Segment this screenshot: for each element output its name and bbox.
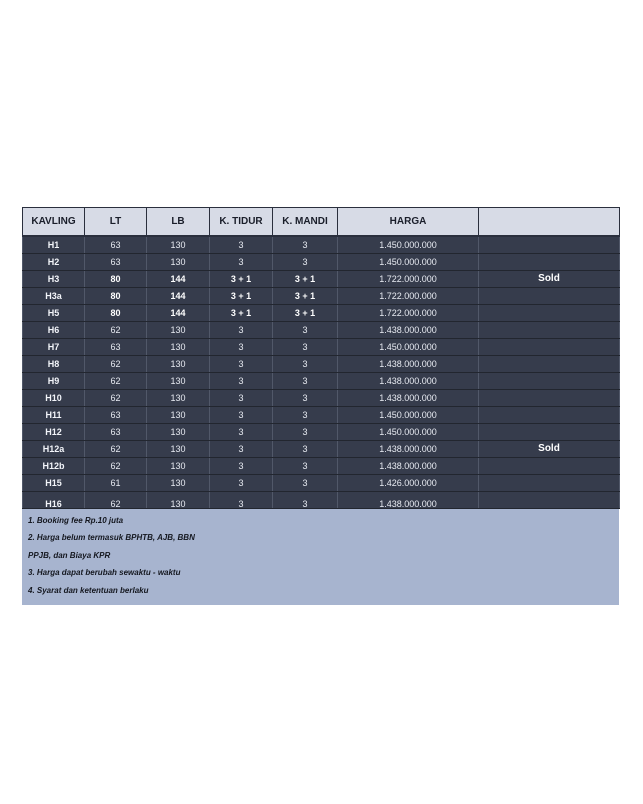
cell-kavling: H10: [23, 390, 85, 407]
table-row: [23, 441, 620, 458]
cell-kavling: H12b: [23, 458, 85, 475]
table-row: [23, 475, 620, 492]
cell-lt: 63: [85, 254, 147, 271]
table-row: [23, 339, 620, 356]
cell-kavling: H3a: [23, 288, 85, 305]
cell-lt: 62: [85, 322, 147, 339]
table-row: [23, 407, 620, 424]
table-body: [23, 236, 620, 508]
cell-kavling: H9: [23, 373, 85, 390]
cell-harga: 1.450.000.000: [338, 424, 479, 441]
cell-lt: 62: [85, 356, 147, 373]
cell-k-tidur: 3: [210, 322, 273, 339]
table-row: [23, 322, 620, 339]
header-lt: LT: [85, 208, 147, 237]
cell-lb: 130: [147, 424, 210, 441]
cell-kavling: H1: [23, 236, 85, 254]
cell-kavling: H2: [23, 254, 85, 271]
cell-k-tidur: 3: [210, 407, 273, 424]
cell-lt: 63: [85, 407, 147, 424]
cell-k-tidur: 3: [210, 458, 273, 475]
cell-k-mandi: 3: [273, 373, 338, 390]
cell-k-mandi: 3: [273, 475, 338, 492]
table-row: [23, 424, 620, 441]
cell-harga: 1.438.000.000: [338, 492, 479, 509]
cell-lb: 130: [147, 236, 210, 254]
note-booking-fee: 1. Booking fee Rp.10 juta: [28, 515, 124, 525]
cell-status: [479, 288, 620, 305]
cell-lb: 130: [147, 458, 210, 475]
cell-status: Sold: [479, 271, 620, 288]
cell-k-mandi: 3: [273, 458, 338, 475]
note-price-exclusions-cont: PPJB, dan Biaya KPR: [28, 550, 111, 560]
cell-status: [479, 339, 620, 356]
cell-lb: 130: [147, 373, 210, 390]
cell-k-tidur: 3 + 1: [210, 288, 273, 305]
cell-lt: 63: [85, 424, 147, 441]
cell-status: [479, 407, 620, 424]
cell-status: [479, 373, 620, 390]
cell-harga: 1.438.000.000: [338, 322, 479, 339]
cell-lt: 62: [85, 441, 147, 458]
cell-lb: 144: [147, 288, 210, 305]
cell-harga: 1.450.000.000: [338, 236, 479, 254]
cell-lb: 130: [147, 475, 210, 492]
cell-status: [479, 424, 620, 441]
cell-harga: 1.722.000.000: [338, 271, 479, 288]
header-k-tidur: K. TIDUR: [210, 208, 273, 237]
table-row: [23, 254, 620, 271]
cell-status: Sold: [479, 441, 620, 458]
cell-harga: 1.438.000.000: [338, 356, 479, 373]
table-row: [23, 390, 620, 407]
cell-harga: 1.426.000.000: [338, 475, 479, 492]
table-row: [23, 356, 620, 373]
table-row: [23, 288, 620, 305]
header-lb: LB: [147, 208, 210, 237]
cell-lb: 130: [147, 339, 210, 356]
cell-k-mandi: 3: [273, 339, 338, 356]
cell-status: [479, 322, 620, 339]
cell-harga: 1.450.000.000: [338, 339, 479, 356]
cell-status: [479, 305, 620, 322]
cell-status: [479, 458, 620, 475]
cell-k-mandi: 3: [273, 254, 338, 271]
cell-lb: 144: [147, 305, 210, 322]
cell-k-tidur: 3: [210, 475, 273, 492]
cell-lt: 80: [85, 305, 147, 322]
cell-kavling: H11: [23, 407, 85, 424]
cell-k-tidur: 3: [210, 339, 273, 356]
price-table: [22, 207, 620, 509]
cell-lt: 63: [85, 236, 147, 254]
header-status: [479, 208, 620, 237]
cell-harga: 1.438.000.000: [338, 373, 479, 390]
table-row: [23, 492, 620, 509]
cell-k-tidur: 3: [210, 492, 273, 509]
cell-k-tidur: 3: [210, 441, 273, 458]
cell-lb: 130: [147, 322, 210, 339]
cell-lt: 62: [85, 390, 147, 407]
cell-lb: 130: [147, 254, 210, 271]
cell-harga: 1.438.000.000: [338, 458, 479, 475]
cell-k-tidur: 3: [210, 236, 273, 254]
notes-box: [22, 509, 619, 605]
cell-kavling: H15: [23, 475, 85, 492]
cell-k-tidur: 3 + 1: [210, 271, 273, 288]
cell-kavling: H16: [23, 492, 85, 509]
cell-k-mandi: 3: [273, 407, 338, 424]
cell-lb: 130: [147, 492, 210, 509]
cell-k-tidur: 3 + 1: [210, 305, 273, 322]
cell-k-mandi: 3 + 1: [273, 288, 338, 305]
cell-k-mandi: 3: [273, 492, 338, 509]
cell-kavling: H7: [23, 339, 85, 356]
cell-k-tidur: 3: [210, 356, 273, 373]
header-row: [23, 208, 620, 237]
cell-kavling: H3: [23, 271, 85, 288]
cell-lt: 80: [85, 288, 147, 305]
cell-harga: 1.450.000.000: [338, 407, 479, 424]
cell-lt: 80: [85, 271, 147, 288]
cell-k-tidur: 3: [210, 254, 273, 271]
cell-k-mandi: 3: [273, 424, 338, 441]
table-row: [23, 305, 620, 322]
cell-k-mandi: 3 + 1: [273, 305, 338, 322]
cell-lb: 130: [147, 407, 210, 424]
cell-kavling: H8: [23, 356, 85, 373]
cell-kavling: H6: [23, 322, 85, 339]
cell-status: [479, 492, 620, 509]
cell-lb: 130: [147, 441, 210, 458]
header-kavling: KAVLING: [23, 208, 85, 237]
cell-lb: 130: [147, 356, 210, 373]
cell-kavling: H12: [23, 424, 85, 441]
table-row: [23, 458, 620, 475]
cell-harga: 1.438.000.000: [338, 441, 479, 458]
header-k-mandi: K. MANDI: [273, 208, 338, 237]
table-row: [23, 236, 620, 254]
cell-harga: 1.722.000.000: [338, 288, 479, 305]
cell-lb: 144: [147, 271, 210, 288]
cell-k-mandi: 3: [273, 236, 338, 254]
cell-lt: 63: [85, 339, 147, 356]
cell-status: [479, 356, 620, 373]
cell-lb: 130: [147, 390, 210, 407]
table-row: [23, 373, 620, 390]
cell-k-tidur: 3: [210, 390, 273, 407]
cell-k-mandi: 3: [273, 441, 338, 458]
header-harga: HARGA: [338, 208, 479, 237]
table-header: [23, 208, 620, 237]
cell-status: [479, 254, 620, 271]
cell-lt: 61: [85, 475, 147, 492]
cell-lt: 62: [85, 458, 147, 475]
cell-status: [479, 236, 620, 254]
note-price-exclusions: 2. Harga belum termasuk BPHTB, AJB, BBN: [28, 533, 195, 543]
cell-lt: 62: [85, 373, 147, 390]
cell-harga: 1.722.000.000: [338, 305, 479, 322]
cell-status: [479, 475, 620, 492]
cell-kavling: H12a: [23, 441, 85, 458]
cell-k-mandi: 3 + 1: [273, 271, 338, 288]
cell-status: [479, 390, 620, 407]
table-row: [23, 271, 620, 288]
cell-k-mandi: 3: [273, 356, 338, 373]
note-price-change: 3. Harga dapat berubah sewaktu - waktu: [28, 568, 181, 578]
note-terms: 4. Syarat dan ketentuan berlaku: [28, 585, 149, 595]
price-list-sheet: [22, 207, 619, 605]
cell-k-mandi: 3: [273, 390, 338, 407]
cell-k-tidur: 3: [210, 424, 273, 441]
cell-harga: 1.450.000.000: [338, 254, 479, 271]
cell-lt: 62: [85, 492, 147, 509]
cell-k-tidur: 3: [210, 373, 273, 390]
cell-k-mandi: 3: [273, 322, 338, 339]
cell-kavling: H5: [23, 305, 85, 322]
cell-harga: 1.438.000.000: [338, 390, 479, 407]
